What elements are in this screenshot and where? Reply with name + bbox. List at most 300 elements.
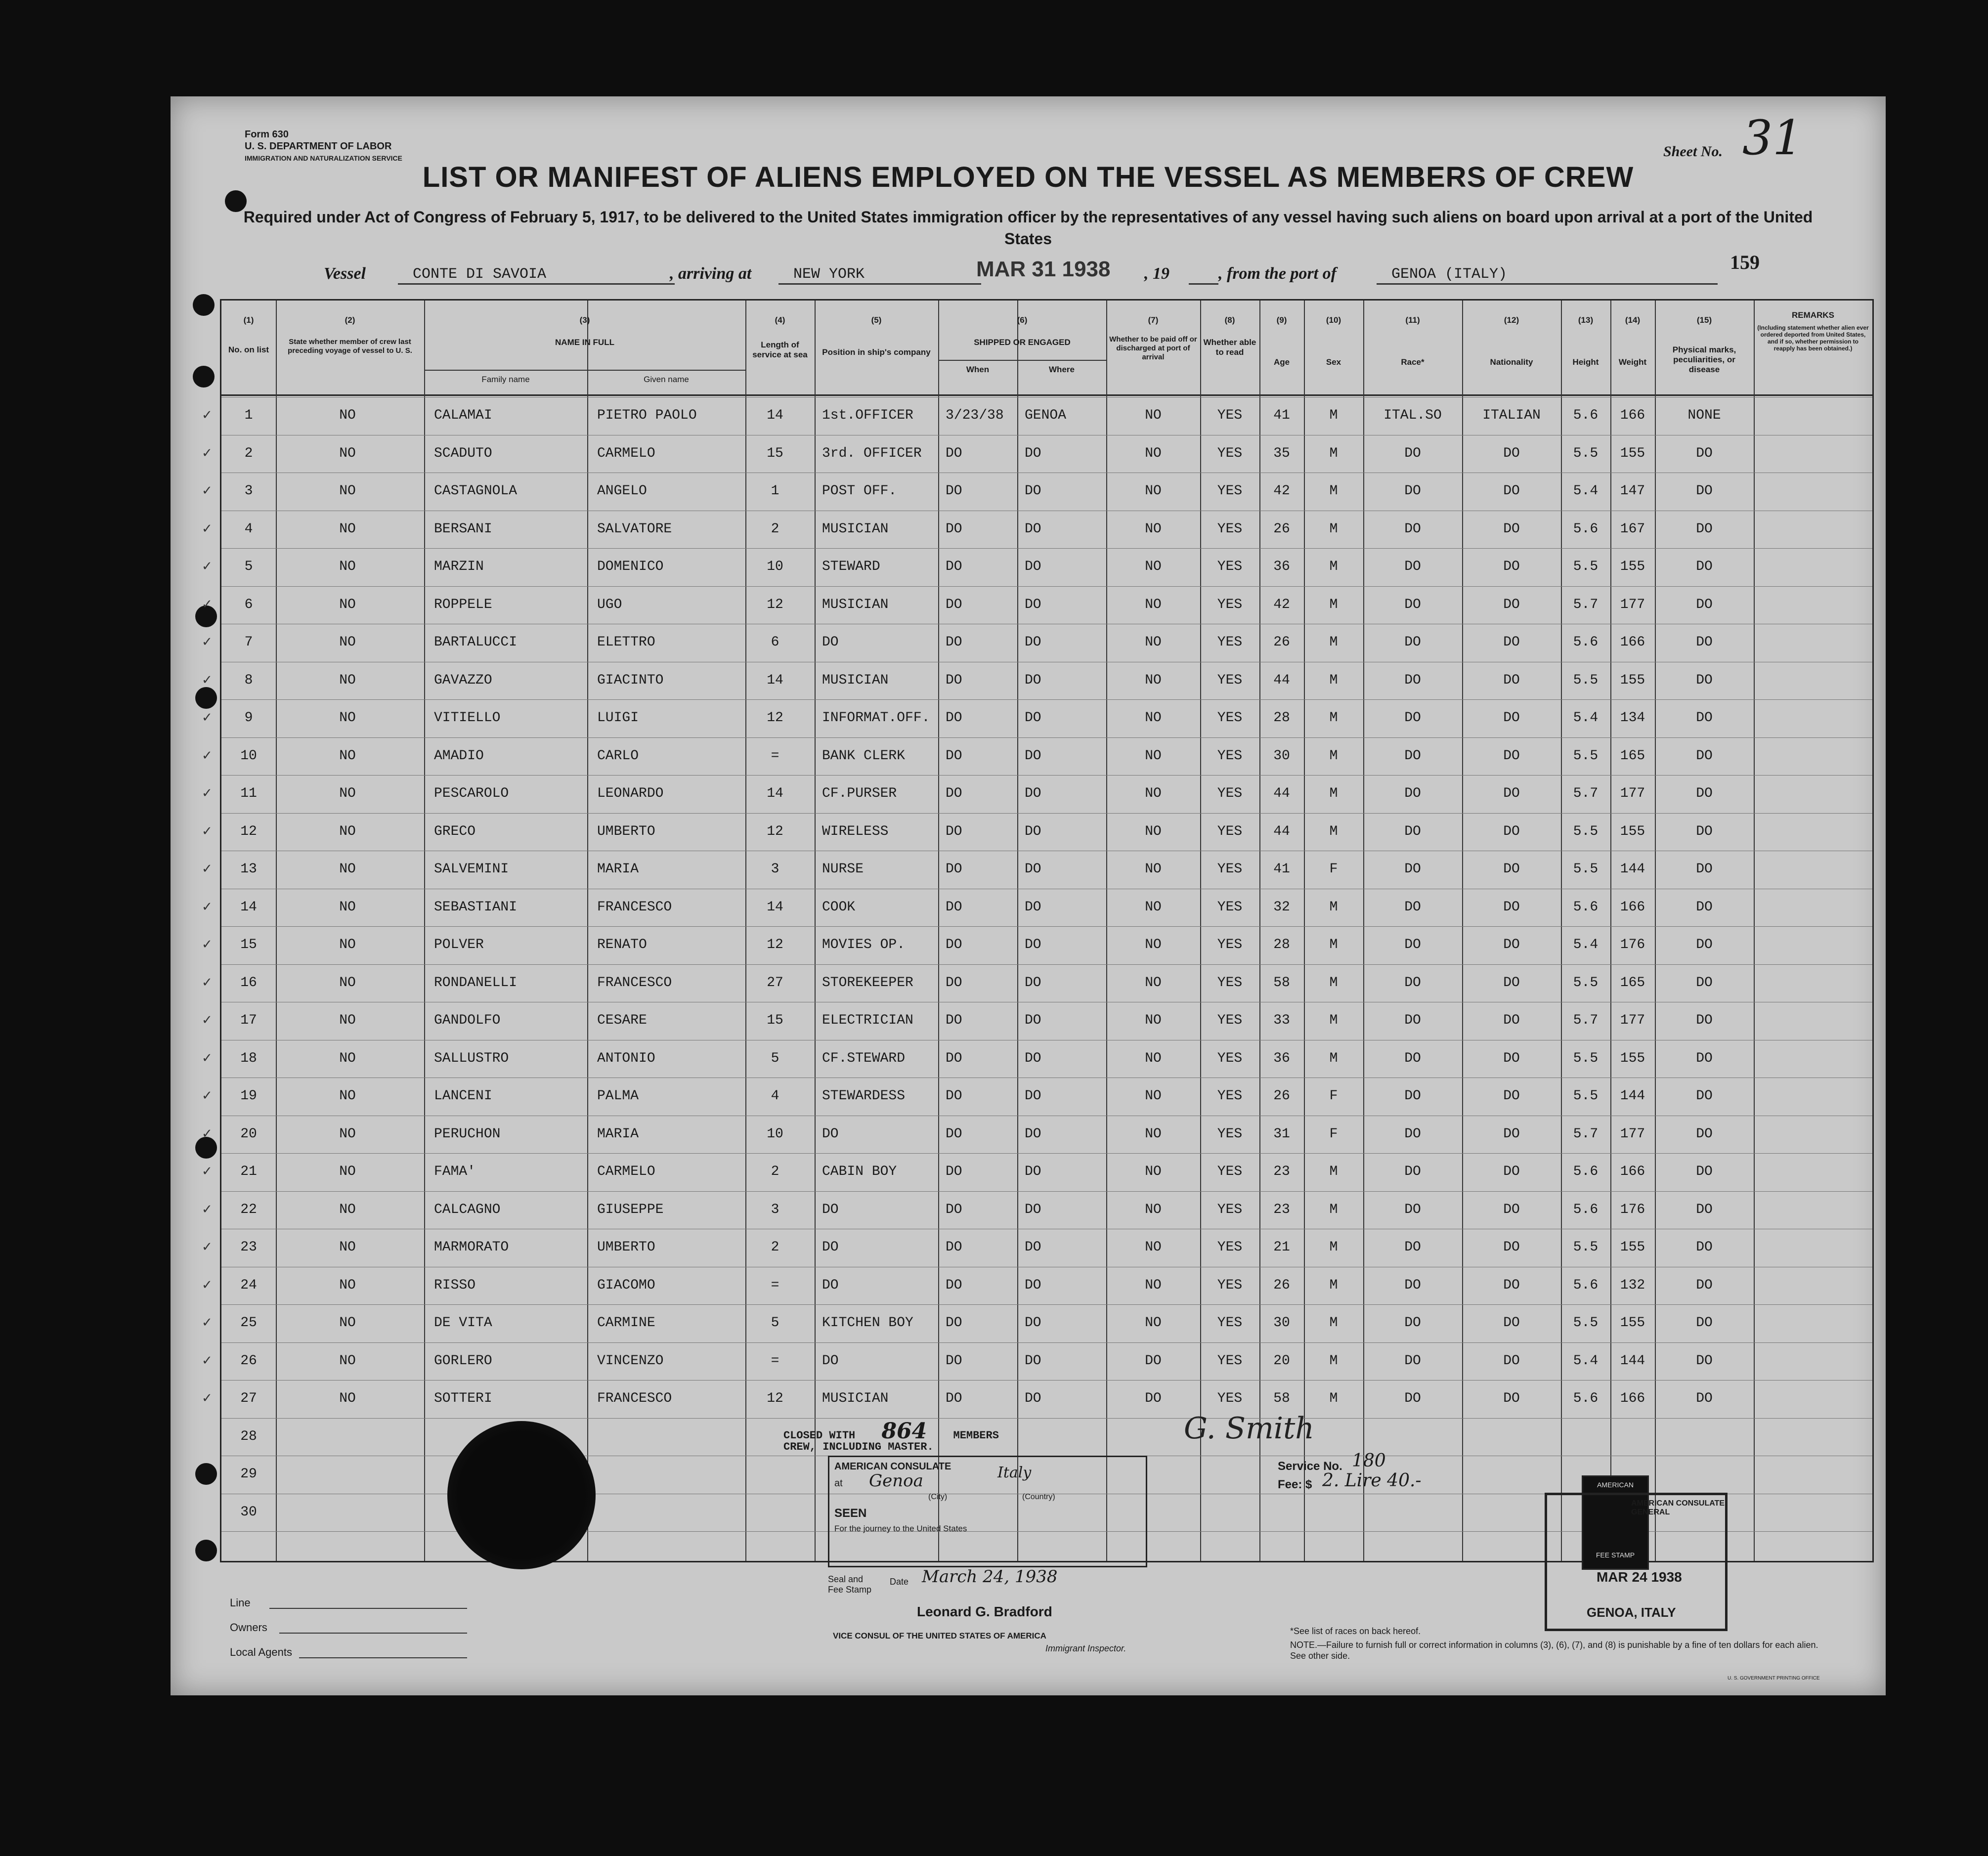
col-num-5: (5) — [871, 315, 882, 325]
cell-sex: F — [1329, 862, 1338, 877]
cell-nat: DO — [1503, 1277, 1520, 1293]
cell-sex: M — [1329, 899, 1338, 915]
cell-nat: DO — [1503, 1315, 1520, 1331]
immigrant-inspector-label: Immigrant Inspector. — [1045, 1643, 1126, 1653]
cell-pos: STEWARDESS — [822, 1088, 906, 1104]
cell-n: 6 — [244, 597, 253, 612]
manifest-sheet — [171, 96, 1886, 1695]
cell-family: CALCAGNO — [434, 1202, 501, 1217]
cell-nat: DO — [1503, 1353, 1520, 1369]
cell-paid: NO — [1145, 1126, 1162, 1142]
col-num-15: (15) — [1696, 315, 1712, 325]
closed-with-line — [783, 1419, 999, 1444]
stamp-city: GENOA, ITALY — [1587, 1605, 1676, 1620]
col-header-marks: Physical marks, peculiarities, or disease — [1672, 345, 1736, 374]
cell-prev: NO — [339, 445, 356, 461]
table-row — [202, 851, 1872, 889]
cell-race: DO — [1404, 1391, 1421, 1406]
cell-when: DO — [946, 937, 962, 952]
cell-read: YES — [1217, 1050, 1243, 1066]
table-row-rule — [221, 1418, 1872, 1419]
cell-n: 19 — [240, 1088, 257, 1104]
table-row — [202, 1229, 1872, 1267]
col-num-8: (8) — [1224, 315, 1235, 325]
cell-wt: 155 — [1620, 445, 1645, 461]
cell-marks: DO — [1696, 559, 1713, 574]
table-row-rule — [221, 699, 1872, 700]
cell-wt: 166 — [1620, 1391, 1645, 1406]
cell-sex: M — [1329, 1391, 1338, 1406]
cell-marks: DO — [1696, 1013, 1713, 1028]
cell-pos: MUSICIAN — [822, 597, 889, 612]
cell-nat: DO — [1503, 710, 1520, 726]
cell-family: SCADUTO — [434, 445, 492, 461]
cell-ht: 5.7 — [1573, 597, 1599, 612]
cell-svc: 6 — [771, 635, 779, 650]
cell-sex: F — [1329, 1126, 1338, 1142]
cell-wt: 134 — [1620, 710, 1645, 726]
col-header-position: Position in ship's company — [822, 347, 931, 357]
cell-race: DO — [1404, 559, 1421, 574]
check-mark-icon: ✓ — [202, 975, 213, 990]
cell-sex: M — [1329, 597, 1338, 612]
col-header-race: Race* — [1401, 357, 1425, 367]
check-mark-icon: ✓ — [202, 1353, 213, 1368]
seal-label: Seal and Fee Stamp — [828, 1574, 872, 1595]
cell-nat: DO — [1503, 823, 1520, 839]
cell-read: YES — [1217, 1277, 1243, 1293]
table-row — [202, 889, 1872, 927]
cell-prev: NO — [339, 597, 356, 612]
cell-when: DO — [946, 823, 962, 839]
cell-prev: NO — [339, 635, 356, 650]
table-row-rule — [221, 1380, 1872, 1381]
cell-svc: 10 — [767, 559, 783, 574]
cell-marks: DO — [1696, 1391, 1713, 1406]
cell-given: GIACOMO — [597, 1277, 655, 1293]
consulate-general-stamp — [1545, 1493, 1728, 1631]
cell-where: DO — [1025, 1353, 1041, 1369]
cell-svc: 15 — [767, 445, 783, 461]
cell-where: DO — [1025, 1277, 1041, 1293]
cell-family: SALLUSTRO — [434, 1050, 509, 1066]
cell-where: DO — [1025, 1088, 1041, 1104]
cell-where: DO — [1025, 823, 1041, 839]
cell-when: DO — [946, 710, 962, 726]
cell-sex: M — [1329, 786, 1338, 801]
cell-given: CESARE — [597, 1013, 647, 1028]
cell-wt: 177 — [1620, 1126, 1645, 1142]
cell-prev: NO — [339, 1088, 356, 1104]
cell-race: DO — [1404, 975, 1421, 991]
cell-where: DO — [1025, 635, 1041, 650]
cell-prev: NO — [339, 937, 356, 952]
form-number: Form 630 — [245, 129, 289, 140]
cell-sex: M — [1329, 748, 1338, 764]
cell-prev: NO — [339, 710, 356, 726]
members-label: MEMBERS — [953, 1429, 999, 1442]
consulate-label: AMERICAN CONSULATE — [834, 1461, 951, 1472]
page-title: LIST OR MANIFEST OF ALIENS EMPLOYED ON THE VESSEL AS MEMBERS OF CREW — [422, 161, 1634, 193]
master-signature: G. Smith — [1184, 1411, 1314, 1446]
consulate-general-label: AMERICAN CONSULATE GENERAL — [1631, 1499, 1725, 1516]
cell-prev: NO — [339, 672, 356, 688]
cell-race: DO — [1404, 937, 1421, 952]
cell-svc: 2 — [771, 1164, 779, 1179]
cell-read: YES — [1217, 445, 1243, 461]
stamp-date: MAR 24 1938 — [1597, 1569, 1682, 1585]
cell-prev: NO — [339, 823, 356, 839]
table-row — [202, 1116, 1872, 1154]
cell-nat: DO — [1503, 1088, 1520, 1104]
cell-race: DO — [1404, 521, 1421, 537]
cell-age: 42 — [1273, 597, 1290, 612]
cell-nat: DO — [1503, 1050, 1520, 1066]
cell-where: DO — [1025, 710, 1041, 726]
fee-stamp-label: FEE STAMP — [1596, 1551, 1635, 1559]
cell-wt: 155 — [1620, 823, 1645, 839]
cell-when: DO — [946, 975, 962, 991]
cell-pos: KITCHEN BOY — [822, 1315, 913, 1331]
arriving-port: NEW YORK — [793, 266, 865, 283]
table-row-rule — [221, 737, 1872, 738]
cell-prev: NO — [339, 1240, 356, 1255]
cell-wt: 147 — [1620, 483, 1645, 499]
cell-ht: 5.5 — [1573, 975, 1599, 991]
cell-age: 26 — [1273, 521, 1290, 537]
cell-where: DO — [1025, 1202, 1041, 1217]
arriving-label: , arriving at — [670, 264, 752, 283]
check-mark-icon: ✓ — [202, 521, 213, 536]
cell-paid: NO — [1145, 1013, 1162, 1028]
cell-read: YES — [1217, 899, 1243, 915]
cell-pos: CF.STEWARD — [822, 1050, 906, 1066]
arrival-date-stamp: MAR 31 1938 — [976, 257, 1111, 281]
cell-prev: NO — [339, 1277, 356, 1293]
cell-prev: NO — [339, 862, 356, 877]
cell-race: DO — [1404, 1088, 1421, 1104]
cell-nat: DO — [1503, 1013, 1520, 1028]
sheet-number-label: Sheet No. — [1663, 143, 1723, 160]
check-mark-icon: ✓ — [202, 1240, 213, 1254]
cell-when: DO — [946, 786, 962, 801]
cell-prev: NO — [339, 1391, 356, 1406]
cell-when: DO — [946, 635, 962, 650]
cell-read: YES — [1217, 1240, 1243, 1255]
check-mark-icon: ✓ — [202, 823, 213, 839]
cell-family: BERSANI — [434, 521, 492, 537]
cell-sex: M — [1329, 1164, 1338, 1179]
check-mark-icon: ✓ — [202, 1088, 213, 1103]
sheet-number: 31 — [1742, 110, 1803, 166]
cell-n: 24 — [240, 1277, 257, 1293]
cell-nat: DO — [1503, 597, 1520, 612]
cell-pos: STEWARD — [822, 559, 880, 574]
cell-read: YES — [1217, 635, 1243, 650]
cell-paid: NO — [1145, 1164, 1162, 1179]
cell-svc: 4 — [771, 1088, 779, 1104]
col-num-13: (13) — [1578, 315, 1594, 325]
check-mark-icon: ✓ — [202, 748, 213, 763]
cell-where: DO — [1025, 1164, 1041, 1179]
cell-wt: 166 — [1620, 1164, 1645, 1179]
cell-svc: 14 — [767, 899, 783, 915]
cell-when: DO — [946, 1088, 962, 1104]
punch-hole — [193, 294, 215, 316]
col-header-shipped: SHIPPED OR ENGAGED — [974, 338, 1071, 347]
punch-hole — [195, 1540, 217, 1561]
cell-ht: 5.4 — [1573, 483, 1599, 499]
table-row-rule — [221, 1342, 1872, 1343]
cell-wt: 144 — [1620, 1088, 1645, 1104]
empty-row-number: 30 — [240, 1504, 257, 1520]
form-header — [245, 129, 402, 164]
cell-svc: 5 — [771, 1050, 779, 1066]
cell-ht: 5.5 — [1573, 672, 1599, 688]
cell-marks: DO — [1696, 483, 1713, 499]
cell-svc: 14 — [767, 786, 783, 801]
table-row — [202, 1342, 1872, 1381]
cell-sex: M — [1329, 710, 1338, 726]
cell-age: 20 — [1273, 1353, 1290, 1369]
cell-ht: 5.5 — [1573, 445, 1599, 461]
cell-n: 7 — [244, 635, 253, 650]
cell-where: DO — [1025, 1240, 1041, 1255]
cell-race: DO — [1404, 1013, 1421, 1028]
cell-sex: M — [1329, 408, 1338, 423]
cell-sex: M — [1329, 1353, 1338, 1369]
cell-where: DO — [1025, 862, 1041, 877]
cell-marks: DO — [1696, 786, 1713, 801]
cell-age: 30 — [1273, 748, 1290, 764]
cell-race: DO — [1404, 1315, 1421, 1331]
cell-marks: DO — [1696, 1240, 1713, 1255]
cell-prev: NO — [339, 1050, 356, 1066]
cell-age: 26 — [1273, 1277, 1290, 1293]
cell-n: 2 — [244, 445, 253, 461]
cell-wt: 132 — [1620, 1277, 1645, 1293]
cell-nat: DO — [1503, 1240, 1520, 1255]
cell-ht: 5.4 — [1573, 710, 1599, 726]
cell-svc: 14 — [767, 672, 783, 688]
cell-family: SALVEMINI — [434, 862, 509, 877]
table-row — [202, 624, 1872, 662]
cell-pos: MUSICIAN — [822, 1391, 889, 1406]
cell-pos: DO — [822, 635, 839, 650]
cell-prev: NO — [339, 521, 356, 537]
col-num-12: (12) — [1504, 315, 1519, 325]
cell-ht: 5.6 — [1573, 635, 1599, 650]
cell-nat: DO — [1503, 635, 1520, 650]
cell-given: LEONARDO — [597, 786, 664, 801]
check-mark-icon: ✓ — [202, 597, 213, 612]
cell-sex: M — [1329, 823, 1338, 839]
cell-race: DO — [1404, 445, 1421, 461]
cell-read: YES — [1217, 597, 1243, 612]
cell-prev: NO — [339, 1202, 356, 1217]
cell-family: POLVER — [434, 937, 484, 952]
cell-when: DO — [946, 1164, 962, 1179]
cell-sex: M — [1329, 521, 1338, 537]
cell-age: 44 — [1273, 823, 1290, 839]
col-num-1: (1) — [243, 315, 254, 325]
fee-stamp-top: AMERICAN — [1597, 1481, 1634, 1489]
cell-where: DO — [1025, 445, 1041, 461]
col-header-remarks: REMARKS — [1792, 310, 1834, 320]
cell-nat: DO — [1503, 748, 1520, 764]
cell-ht: 5.5 — [1573, 823, 1599, 839]
cell-pos: STOREKEEPER — [822, 975, 913, 991]
cell-given: GIACINTO — [597, 672, 664, 688]
cell-read: YES — [1217, 1013, 1243, 1028]
cell-age: 26 — [1273, 635, 1290, 650]
cell-marks: DO — [1696, 521, 1713, 537]
cell-wt: 155 — [1620, 1315, 1645, 1331]
cell-read: YES — [1217, 408, 1243, 423]
check-mark-icon: ✓ — [202, 1013, 213, 1028]
cell-pos: POST OFF. — [822, 483, 897, 499]
cell-wt: 176 — [1620, 937, 1645, 952]
cell-ht: 5.6 — [1573, 1391, 1599, 1406]
cell-given: ANTONIO — [597, 1050, 655, 1066]
table-row — [202, 737, 1872, 776]
cell-ht: 5.7 — [1573, 1013, 1599, 1028]
cell-paid: NO — [1145, 597, 1162, 612]
cell-svc: 5 — [771, 1315, 779, 1331]
cell-marks: DO — [1696, 862, 1713, 877]
cell-pos: BANK CLERK — [822, 748, 906, 764]
cell-prev: NO — [339, 786, 356, 801]
cell-n: 23 — [240, 1240, 257, 1255]
cell-given: SALVATORE — [597, 521, 672, 537]
cell-given: FRANCESCO — [597, 1391, 672, 1406]
cell-svc: 15 — [767, 1013, 783, 1028]
cell-family: BARTALUCCI — [434, 635, 518, 650]
consulate-at: at — [834, 1478, 843, 1489]
cell-when: 3/23/38 — [946, 408, 1004, 423]
agents-label: Local Agents — [230, 1646, 292, 1658]
service-no-label: Service No. — [1278, 1460, 1342, 1473]
cell-nat: DO — [1503, 1391, 1520, 1406]
cell-n: 18 — [240, 1050, 257, 1066]
cell-paid: NO — [1145, 1315, 1162, 1331]
cell-marks: DO — [1696, 710, 1713, 726]
col-header-read: Whether able to read — [1203, 338, 1256, 357]
cell-wt: 176 — [1620, 1202, 1645, 1217]
punch-hole — [195, 687, 217, 709]
cell-family: RONDANELLI — [434, 975, 518, 991]
cell-read: YES — [1217, 710, 1243, 726]
cell-family: SOTTERI — [434, 1391, 492, 1406]
cell-given: DOMENICO — [597, 559, 664, 574]
cell-nat: DO — [1503, 1202, 1520, 1217]
cell-family: CASTAGNOLA — [434, 483, 518, 499]
col-header-weight: Weight — [1618, 357, 1647, 367]
vessel-label: Vessel — [324, 264, 366, 283]
cell-when: DO — [946, 521, 962, 537]
cell-nat: DO — [1503, 483, 1520, 499]
cell-pos: ELECTRICIAN — [822, 1013, 913, 1028]
cell-where: DO — [1025, 672, 1041, 688]
cell-ht: 5.6 — [1573, 408, 1599, 423]
table-row — [202, 586, 1872, 624]
header-rule — [938, 360, 1106, 361]
cell-where: DO — [1025, 559, 1041, 574]
check-mark-icon: ✓ — [202, 483, 213, 498]
check-mark-icon: ✓ — [202, 1126, 213, 1141]
cell-age: 21 — [1273, 1240, 1290, 1255]
col-num-10: (10) — [1326, 315, 1341, 325]
cell-read: YES — [1217, 559, 1243, 574]
cell-race: DO — [1404, 710, 1421, 726]
cell-read: YES — [1217, 1126, 1243, 1142]
cell-wt: 166 — [1620, 899, 1645, 915]
consular-date: March 24, 1938 — [922, 1567, 1058, 1587]
cell-where: DO — [1025, 937, 1041, 952]
cell-svc: = — [771, 1277, 779, 1293]
page-number: 159 — [1730, 251, 1760, 273]
col-header-sex: Sex — [1326, 357, 1341, 367]
cell-paid: NO — [1145, 559, 1162, 574]
col-header-remarks-note: (Including statement whether alien ever ordered deported from United States, and if so, whether permission to reapply has been obtained.) — [1757, 324, 1869, 352]
cell-where: DO — [1025, 975, 1041, 991]
cell-marks: DO — [1696, 1088, 1713, 1104]
cell-svc: 27 — [767, 975, 783, 991]
city-label: (City) — [928, 1493, 948, 1501]
cell-sex: M — [1329, 975, 1338, 991]
check-mark-icon: ✓ — [202, 862, 213, 876]
cell-paid: NO — [1145, 1277, 1162, 1293]
cell-given: FRANCESCO — [597, 899, 672, 915]
col-num-4: (4) — [775, 315, 785, 325]
col-header-given: Given name — [644, 375, 689, 384]
cell-n: 10 — [240, 748, 257, 764]
cell-nat: DO — [1503, 445, 1520, 461]
cell-paid: NO — [1145, 823, 1162, 839]
cell-paid: NO — [1145, 1202, 1162, 1217]
cell-given: UGO — [597, 597, 622, 612]
printing-office: U. S. GOVERNMENT PRINTING OFFICE — [1728, 1676, 1820, 1681]
cell-race: ITAL.SO — [1383, 408, 1442, 423]
table-row — [202, 1267, 1872, 1305]
cell-nat: DO — [1503, 1164, 1520, 1179]
table-row — [202, 1380, 1872, 1418]
cell-nat: DO — [1503, 862, 1520, 877]
vessel-line — [324, 264, 366, 283]
table-row-rule — [221, 1191, 1872, 1192]
year-label: , 19 — [1144, 264, 1169, 283]
cell-given: UMBERTO — [597, 823, 655, 839]
cell-prev: NO — [339, 1164, 356, 1179]
cell-sex: M — [1329, 937, 1338, 952]
cell-pos: 3rd. OFFICER — [822, 445, 922, 461]
cell-svc: 2 — [771, 521, 779, 537]
check-mark-icon: ✓ — [202, 559, 213, 574]
cell-when: DO — [946, 1315, 962, 1331]
cell-n: 1 — [244, 408, 253, 423]
cell-read: YES — [1217, 786, 1243, 801]
cell-paid: DO — [1145, 1353, 1162, 1369]
cell-paid: NO — [1145, 975, 1162, 991]
cell-marks: DO — [1696, 937, 1713, 952]
crew-table — [202, 299, 1874, 1562]
cell-family: FAMA' — [434, 1164, 476, 1179]
seen-for: For the journey to the United States — [834, 1524, 967, 1533]
cell-family: MARZIN — [434, 559, 484, 574]
col-num-9: (9) — [1276, 315, 1287, 325]
cell-given: GIUSEPPE — [597, 1202, 664, 1217]
cell-paid: NO — [1145, 1050, 1162, 1066]
